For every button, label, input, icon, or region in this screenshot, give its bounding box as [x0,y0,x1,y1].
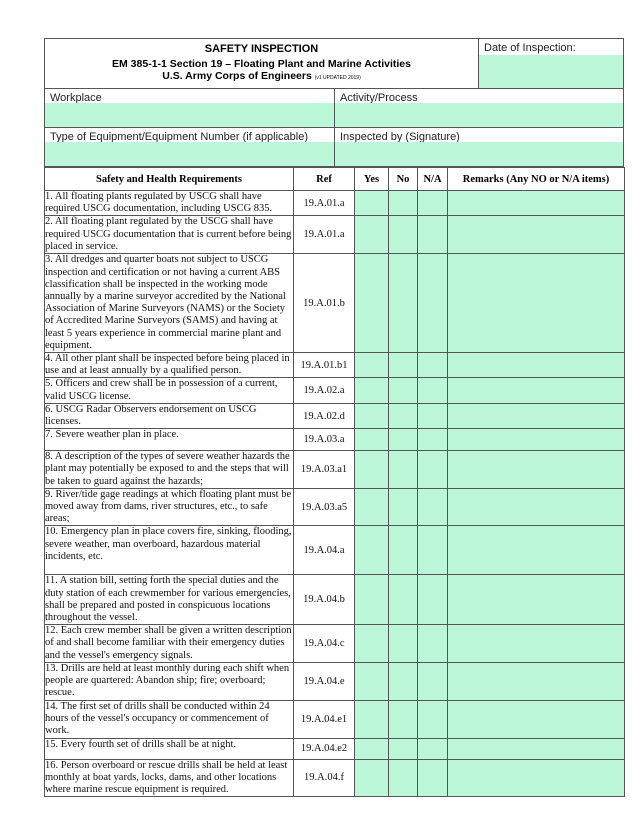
requirement-ref: 19.A.04.f [294,759,355,797]
remarks-field[interactable] [448,403,625,428]
no-checkbox[interactable] [389,738,418,759]
workplace-cell [45,89,335,127]
version-note: (v1 UPDATED 2019) [314,75,361,81]
remarks-field[interactable] [448,254,625,353]
workplace-field[interactable] [45,103,334,127]
requirement-text: 9. River/tide gage readings at which floating plant must be moved away from dams, river structures, etc., to safe areas; [45,488,294,526]
table-row [45,403,625,428]
table-row [45,700,625,738]
remarks-field[interactable] [448,738,625,759]
col-header-no: No [389,168,418,191]
na-checkbox[interactable] [418,738,448,759]
workplace-row [45,89,623,128]
table-row [45,488,625,526]
requirement-text: 12. Each crew member shall be given a written description of and shall become familiar with their emergency duties and the vessel's emergency signals. [45,625,292,661]
table-row [45,353,625,378]
na-checkbox[interactable] [418,254,448,353]
remarks-field[interactable] [448,216,625,254]
col-header-na: N/A [418,168,448,191]
yes-checkbox[interactable] [355,429,389,451]
remarks-field[interactable] [448,662,625,700]
inspector-label: Inspected by (Signature) [340,131,460,142]
no-checkbox[interactable] [389,254,418,353]
no-checkbox[interactable] [389,216,418,254]
table-header-row [45,168,625,191]
activity-label: Activity/Process [340,92,418,103]
remarks-field[interactable] [448,625,625,663]
remarks-field[interactable] [448,191,625,216]
yes-checkbox[interactable] [355,759,389,797]
requirement-ref: 19.A.04.a [294,526,355,575]
table-row [45,451,625,489]
form-subtitle: EM 385-1-1 Section 19 – Floating Plant and Marine Activities [112,58,411,70]
yes-checkbox[interactable] [355,488,389,526]
yes-checkbox[interactable] [355,378,389,403]
yes-checkbox[interactable] [355,526,389,575]
yes-checkbox[interactable] [355,191,389,216]
yes-checkbox[interactable] [355,738,389,759]
title-row [45,39,623,89]
date-of-inspection-cell [479,39,623,88]
table-row [45,526,625,575]
table-row [45,625,625,663]
requirement-text: 2. All floating plant regulated by the USCG shall have required USCG documentation that is current before being placed in service. [45,216,294,254]
inspector-signature-field[interactable] [335,142,623,166]
requirement-text: 6. USCG Radar Observers endorsement on USCG licenses. [45,403,294,428]
na-checkbox[interactable] [418,526,448,575]
remarks-field[interactable] [448,378,625,403]
requirement-ref: 19.A.04.e2 [294,738,355,759]
requirement-ref: 19.A.02.d [294,403,355,428]
table-row [45,738,625,759]
col-header-remarks: Remarks (Any NO or N/A items) [448,168,625,191]
requirement-text: 15. Every fourth set of drills shall be at night. [45,738,294,759]
no-checkbox[interactable] [389,378,418,403]
requirement-ref: 19.A.04.c [294,625,355,663]
requirement-text: 5. Officers and crew shall be in possession of a current, valid USCG license. [45,378,294,403]
equipment-field[interactable] [45,142,334,166]
table-row [45,216,625,254]
table-row [45,429,625,451]
na-checkbox[interactable] [418,403,448,428]
yes-checkbox[interactable] [355,254,389,353]
remarks-field[interactable] [448,759,625,797]
na-checkbox[interactable] [418,700,448,738]
yes-checkbox[interactable] [355,575,389,625]
requirement-text: 10. Emergency plan in place covers fire, sinking, flooding, severe weather, man overboard, hazardous material incidents, etc. [45,526,294,575]
na-checkbox[interactable] [418,353,448,378]
title-block [45,39,479,88]
requirement-text: 11. A station bill, setting forth the special duties and the duty station of each crewmember for various emergencies, shall be prepared and posted in conspicuous locations throughout the vessel. [45,575,294,625]
na-checkbox[interactable] [418,759,448,797]
requirements-body [45,191,625,797]
requirement-ref: 19.A.04.e [294,662,355,700]
requirement-ref: 19.A.03.a1 [294,451,355,489]
na-checkbox[interactable] [418,662,448,700]
table-row [45,191,625,216]
requirement-text: 4. All other plant shall be inspected before being placed in use and at least annually by a qualified person. [45,353,294,378]
activity-field[interactable] [335,103,623,127]
workplace-label: Workplace [50,92,102,103]
requirement-text: 13. Drills are held at least monthly during each shift when people are quartered: Abandon ship; fire; overboard; rescue. [45,662,294,700]
no-checkbox[interactable] [389,451,418,489]
table-row [45,662,625,700]
col-header-requirements: Safety and Health Requirements [45,168,294,191]
requirements-table [44,167,625,797]
na-checkbox[interactable] [418,451,448,489]
no-checkbox[interactable] [389,488,418,526]
requirement-ref: 19.A.01.a [294,191,355,216]
yes-checkbox[interactable] [355,662,389,700]
requirement-ref: 19.A.04.e1 [294,700,355,738]
yes-checkbox[interactable] [355,451,389,489]
no-checkbox[interactable] [389,429,418,451]
no-checkbox[interactable] [389,662,418,700]
remarks-field[interactable] [448,429,625,451]
remarks-field[interactable] [448,353,625,378]
no-checkbox[interactable] [389,700,418,738]
requirement-ref: 19.A.01.b1 [294,353,355,378]
requirement-text: 8. A description of the types of severe weather hazards the plant may potentially be exposed to and the steps that will be taken to guard against the hazards; [45,451,294,489]
requirement-ref: 19.A.04.b [294,575,355,625]
date-of-inspection-label: Date of Inspection: [484,42,576,54]
table-row [45,254,625,353]
requirement-ref: 19.A.03.a5 [294,488,355,526]
form-title: SAFETY INSPECTION [204,43,319,55]
requirement-ref: 19.A.02.a [294,378,355,403]
na-checkbox[interactable] [418,216,448,254]
remarks-field[interactable] [448,488,625,526]
na-checkbox[interactable] [418,488,448,526]
inspection-form [44,38,624,797]
yes-checkbox[interactable] [355,216,389,254]
requirement-text: 3. All dredges and quarter boats not subject to USCG inspection and certification or not having a current ABS classification shall be inspected in the working mode annually by a marine surveyor accredited by the National Association of Marine Surveyors (NAMS) or the Society of Accredited Marine Surveyors (SAMS) and having at least 5 years experience in commercial marine plant and equipment. [45,254,294,353]
requirement-ref: 19.A.03.a [294,429,355,451]
na-checkbox[interactable] [418,378,448,403]
remarks-field[interactable] [448,700,625,738]
requirement-text: 7. Severe weather plan in place. [45,429,294,451]
date-of-inspection-field[interactable] [479,55,623,88]
equipment-cell [45,128,335,166]
col-header-yes: Yes [355,168,389,191]
col-header-ref: Ref [294,168,355,191]
table-row [45,378,625,403]
na-checkbox[interactable] [418,429,448,451]
yes-checkbox[interactable] [355,353,389,378]
no-checkbox[interactable] [389,575,418,625]
org-name: U.S. Army Corps of Engineers [162,70,312,82]
no-checkbox[interactable] [389,625,418,663]
table-row [45,759,625,797]
yes-checkbox[interactable] [355,700,389,738]
form-org [45,70,478,82]
remarks-field[interactable] [448,451,625,489]
equipment-row [45,128,623,166]
yes-checkbox[interactable] [355,625,389,663]
equipment-label: Type of Equipment/Equipment Number (if applicable) [50,131,309,142]
activity-cell [335,89,623,127]
no-checkbox[interactable] [389,526,418,575]
na-checkbox[interactable] [418,625,448,663]
no-checkbox[interactable] [389,353,418,378]
remarks-field[interactable] [448,575,625,625]
form-header [44,38,624,167]
requirement-text: 1. All floating plants regulated by USCG shall have required USCG documentation, including USCG 835. [45,191,294,216]
requirement-ref: 19.A.01.a [294,216,355,254]
na-checkbox[interactable] [418,575,448,625]
no-checkbox[interactable] [389,759,418,797]
na-checkbox[interactable] [418,191,448,216]
no-checkbox[interactable] [389,191,418,216]
requirement-text: 16. Person overboard or rescue drills shall be held at least monthly at boat yards, locks, dams, and other locations where marine rescue equipment is required. [45,759,294,797]
inspector-cell [335,128,623,166]
remarks-field[interactable] [448,526,625,575]
no-checkbox[interactable] [389,403,418,428]
yes-checkbox[interactable] [355,403,389,428]
requirement-ref: 19.A.01.b [294,254,355,353]
requirement-text: 14. The first set of drills shall be conducted within 24 hours of the vessel's occupancy or commencement of work. [45,700,294,738]
table-row [45,575,625,625]
